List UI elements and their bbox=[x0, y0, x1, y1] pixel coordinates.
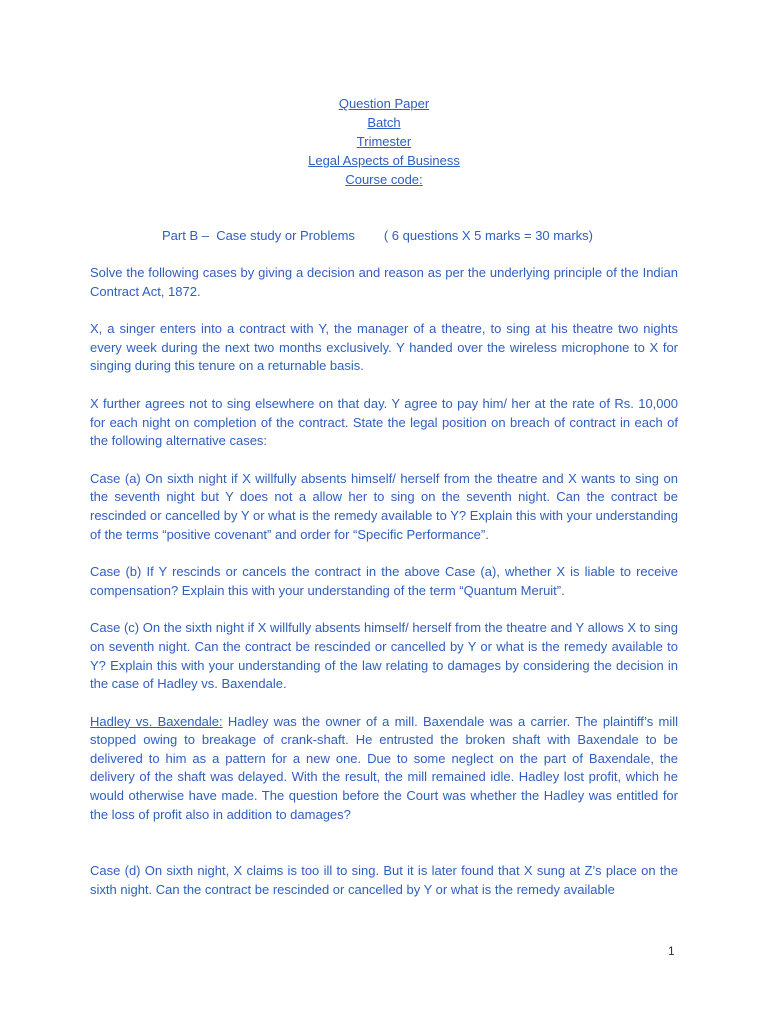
header-question-paper: Question Paper bbox=[338, 96, 430, 111]
terms-paragraph: X further agrees not to sing elsewhere on that day. Y agree to pay him/ her at the rate of Rs. 10,000 for each night on completion of the contract. State the legal position on breach of contract in each of the following alternative cases: bbox=[90, 395, 678, 449]
page-number: 1 bbox=[668, 944, 675, 958]
hadley-case-title: Hadley vs. Baxendale: bbox=[90, 713, 223, 729]
hadley-paragraph bbox=[90, 713, 678, 825]
hadley-case-text: Hadley was the owner of a mill. Baxendale was a carrier. The plaintiff’s mill stopped owing to breakage of crank-shaft. He entrusted the broken shaft with Baxendale to be delivered to him as a pattern for a new one. Due to some neglect on the part of Baxendale, the delivery of the shaft was delayed. With the result, the mill remained idle. Hadley lost profit, which he would otherwise have made. The question before the Court was whether the Hadley was entitled for the loss of profit also in addition to damages? bbox=[90, 713, 679, 822]
document-body bbox=[90, 264, 678, 918]
case-a-paragraph: Case (a) On sixth night if X willfully absents himself/ herself from the theatre and X wants to sing on the seventh night but Y does not a allow her to sing on the seventh night. Can the contract be rescinded or cancelled by Y or what is the remedy available to Y? Explain this with your understanding of the terms “positive covenant” and order for “Specific Performance”. bbox=[90, 470, 678, 542]
intro-paragraph: Solve the following cases by giving a decision and reason as per the underlying principle of the Indian Contract Act, 1872. bbox=[90, 265, 678, 299]
header-subject: Legal Aspects of Business bbox=[308, 153, 460, 168]
header-trimester: Trimester bbox=[356, 134, 412, 149]
case-c-paragraph: Case (c) On the sixth night if X willfully absents himself/ herself from the theatre and Y allows X to sing on seventh night. Can the contract be rescinded or cancelled by Y or what is the remedy available to Y? Explain this with your understanding of the law relating to damages by considering the decision in the case of Hadley vs. Baxendale. bbox=[90, 620, 678, 692]
contract-paragraph: X, a singer enters into a contract with Y, the manager of a theatre, to sing at his theatre two nights every week during the next two months exclusively. Y handed over the wireless microphone to X for singing during this tenure on a returnable basis. bbox=[90, 321, 678, 374]
header-course-code: Course code: bbox=[345, 172, 423, 187]
document-header bbox=[0, 94, 768, 189]
part-marks: ( 6 questions X 5 marks = 30 marks) bbox=[383, 228, 593, 243]
part-label: Part B – Case study or Problems bbox=[162, 228, 355, 243]
case-b-paragraph: Case (b) If Y rescinds or cancels the contract in the above Case (a), whether X is liable to receive compensation? Explain this with your understanding of the term “Quantum Meruit”. bbox=[90, 564, 678, 598]
part-heading bbox=[162, 227, 593, 245]
header-batch: Batch bbox=[367, 115, 401, 130]
case-d-paragraph: Case (d) On sixth night, X claims is too ill to sing. But it is later found that X sung at Z’s place on the sixth night. Can the contract be rescinded or cancelled by Y or what is the remedy available bbox=[90, 863, 678, 897]
